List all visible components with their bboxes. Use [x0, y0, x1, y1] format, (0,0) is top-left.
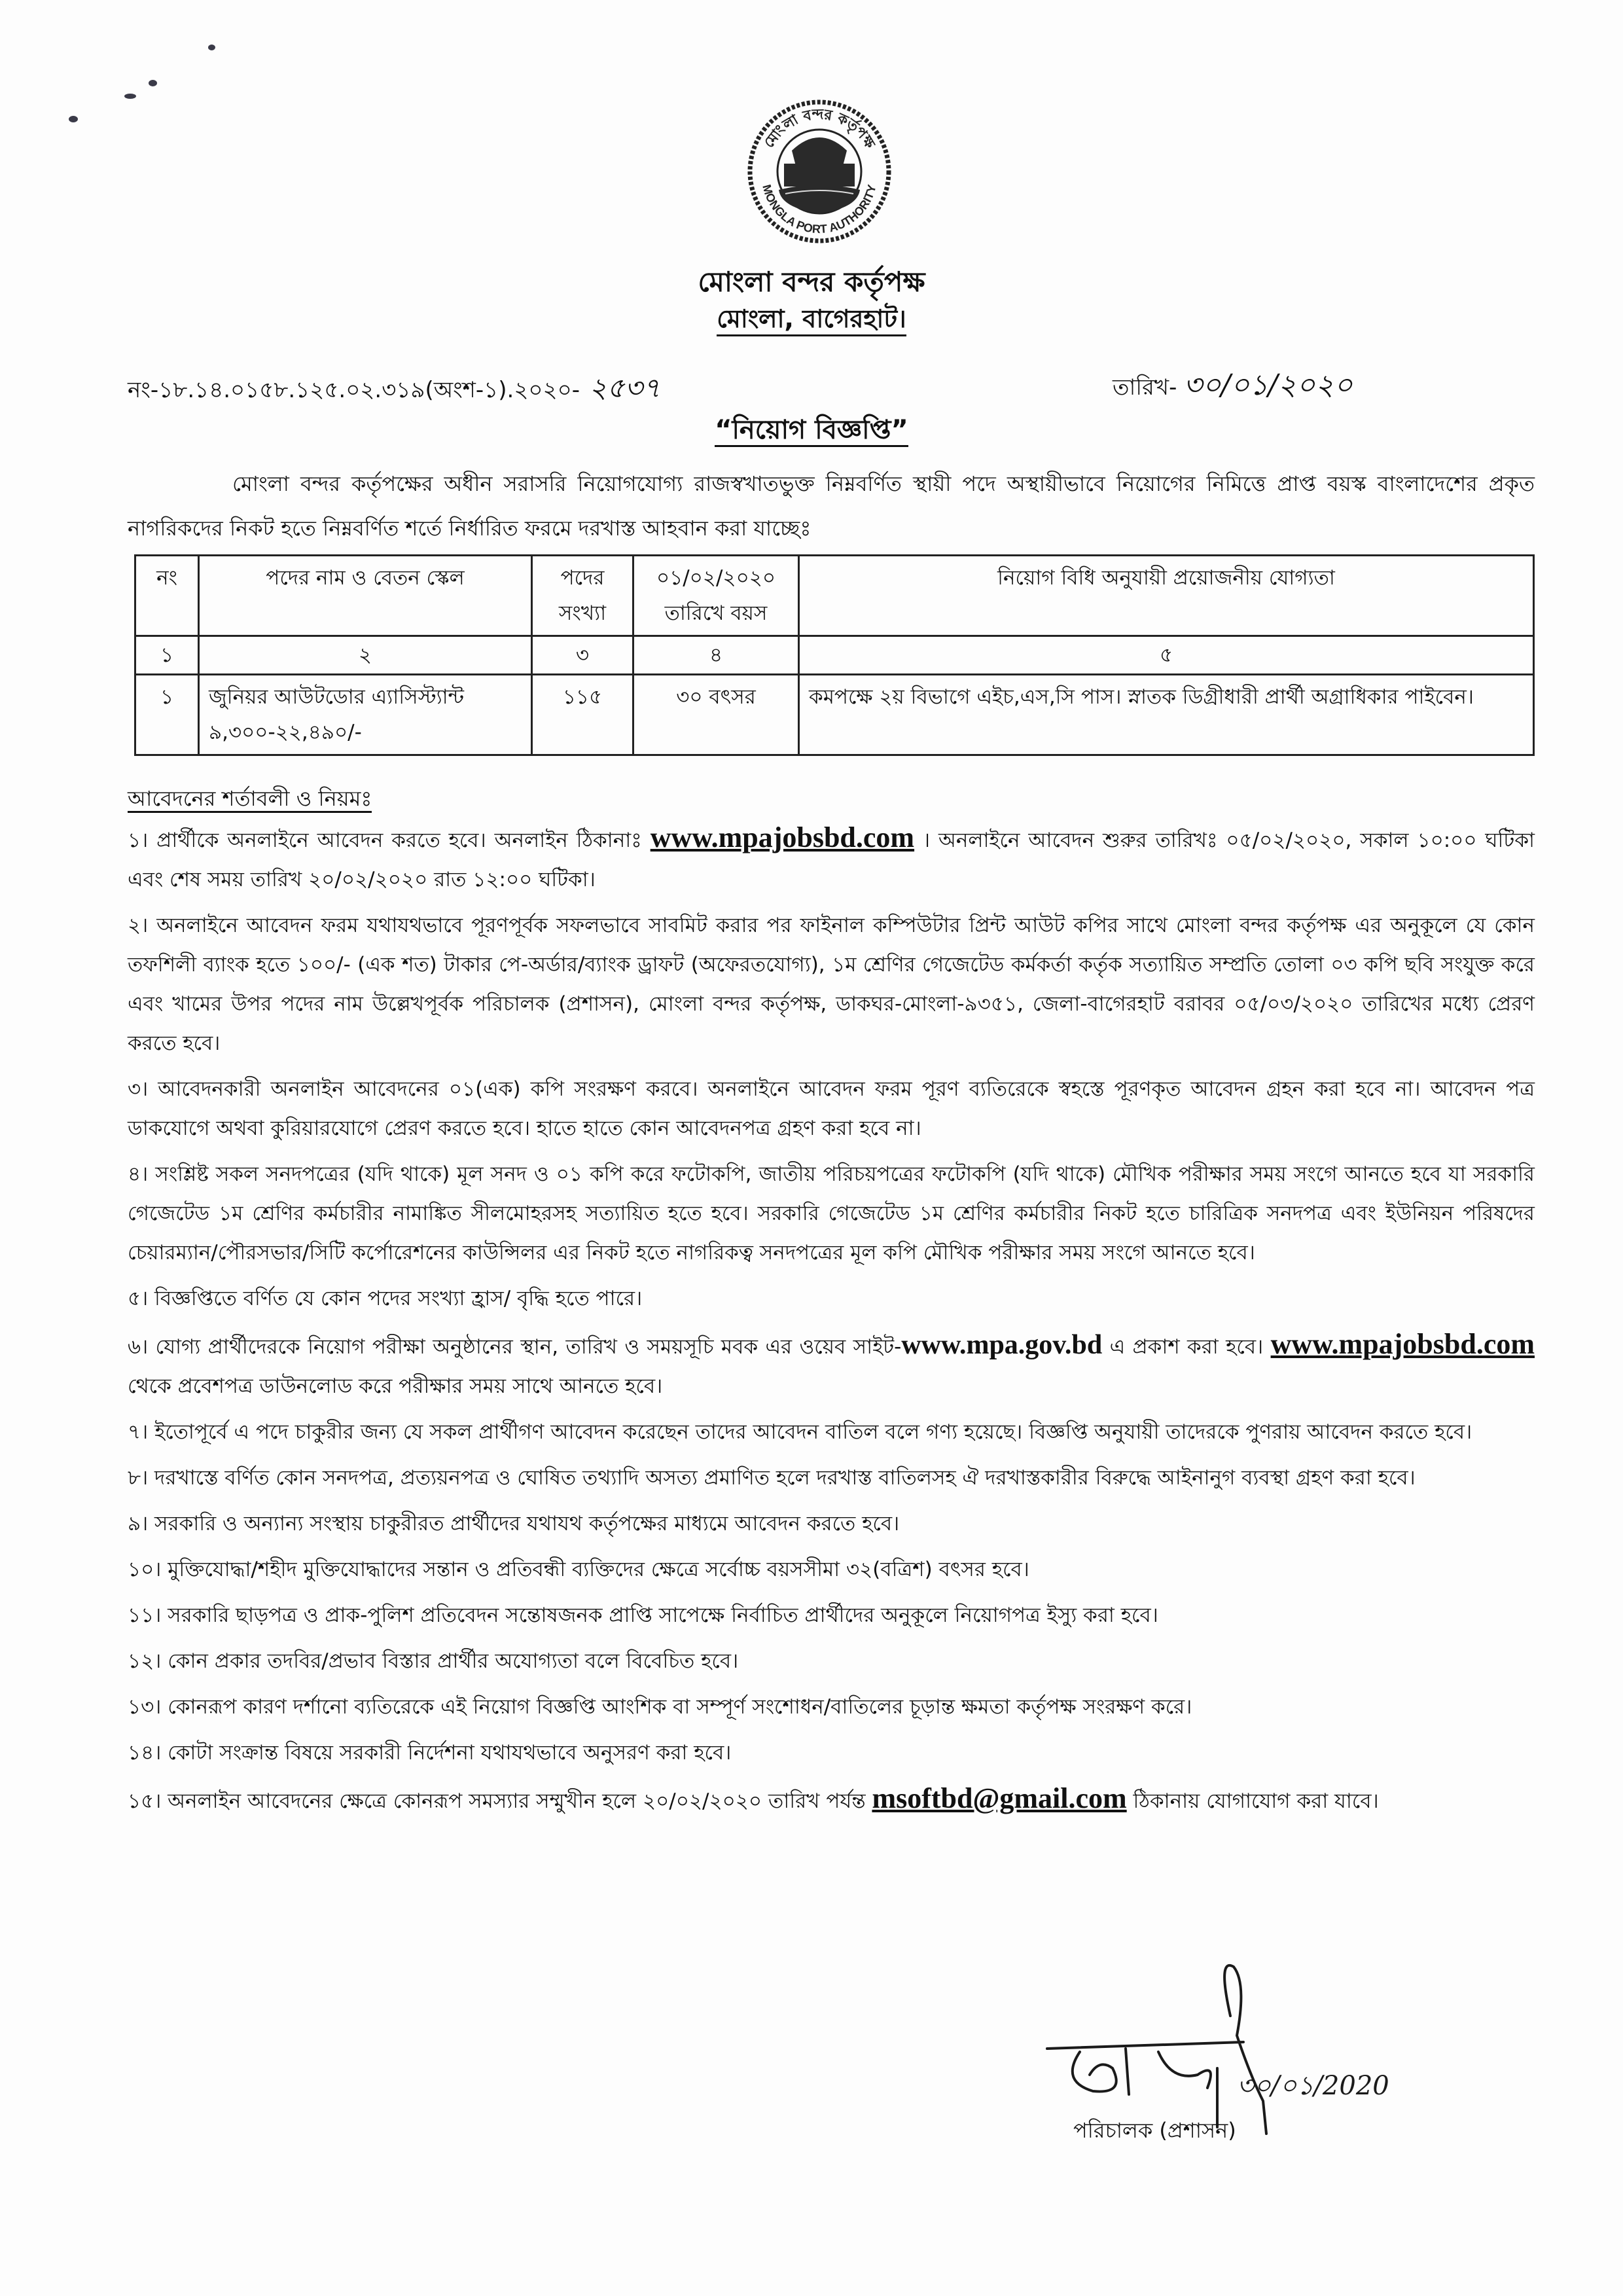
- condition-text: এ প্রকাশ করা হবে।: [1102, 1335, 1271, 1359]
- mongla-port-authority-logo-icon: [746, 98, 893, 245]
- condition-item: ৫। বিজ্ঞপ্তিতে বর্ণিত যে কোন পদের সংখ্যা হ্রাস/ বৃদ্ধি হতে পারে।: [128, 1287, 643, 1310]
- organization-location-text: মোংলা, বাগেরহাট।: [717, 304, 906, 336]
- condition-item: ১৪। কোটা সংক্রান্ত বিষয়ে সরকারী নির্দেশনা যথাযথভাবে অনুসরণ করা হবে।: [128, 1741, 732, 1765]
- row-post-count: ১১৫: [532, 675, 633, 755]
- table-header-row: [135, 556, 1534, 636]
- conditions-heading: [128, 782, 372, 817]
- row-serial: ১: [135, 675, 199, 755]
- signatory-title: পরিচালক (প্রশাসন): [1073, 2118, 1236, 2143]
- row-age: ৩০ বৎসর: [633, 675, 799, 755]
- index-cell: ২: [199, 636, 532, 675]
- index-cell: ৪: [633, 636, 799, 675]
- date-label: তারিখ-: [1113, 374, 1177, 401]
- posts-table: [134, 554, 1535, 756]
- memo-number-prefix: নং-১৮.১৪.০১৫৮.১২৫.০২.৩১৯(অংশ-১).২০২০-: [128, 377, 580, 403]
- row-post-name-cell: [199, 675, 532, 755]
- scan-speck: [124, 94, 136, 99]
- condition-item: [128, 818, 1535, 899]
- condition-item: ১৩। কোনরূপ কারণ দর্শানো ব্যতিরেকে এই নিয়োগ বিজ্ঞপ্তি আংশিক বা সম্পূর্ণ সংশোধন/বাতিলের চূড়ান্ত ক্ষমতা কর্তৃপক্ষ সংরক্ষণ করে।: [128, 1695, 1192, 1719]
- condition-item: [128, 1325, 1535, 1406]
- table-row: [135, 675, 1534, 755]
- organization-location: [0, 300, 1623, 342]
- memo-date: [1113, 363, 1353, 411]
- conditions-list: [128, 818, 1535, 1827]
- index-cell: ৫: [799, 636, 1534, 675]
- mpajobsbd-link[interactable]: www.mpajobsbd.com: [1270, 1328, 1535, 1360]
- logo-text-bottom: MONGLA PORT AUTHORITY: [760, 183, 879, 236]
- mpa-gov-link[interactable]: www.mpa.gov.bd: [901, 1330, 1103, 1360]
- condition-item: [128, 1779, 1535, 1821]
- header-post-count: পদের সংখ্যা: [532, 556, 633, 636]
- row-qualification: কমপক্ষে ২য় বিভাগে এইচ,এস,সি পাস। স্নাতক ডিগ্রীধারী প্রার্থী অগ্রাধিকার পাইবেন।: [799, 675, 1534, 755]
- email-link[interactable]: msoftbd@gmail.com: [872, 1782, 1127, 1814]
- condition-text: ১। প্রার্থীকে অনলাইনে আবেদন করতে হবে। অনলাইন ঠিকানাঃ: [128, 829, 651, 852]
- organization-name: মোংলা বন্দর কর্তৃপক্ষ: [698, 266, 925, 298]
- condition-item: ৮। দরখাস্তে বর্ণিত কোন সনদপত্র, প্রত্যয়নপত্র ও ঘোষিত তথ্যাদি অসত্য প্রমাণিত হলে দরখাস্ত বাতিলসহ ঐ দরখাস্তকারীর বিরুদ্ধে আইনানুগ ব্যবস্থা গ্রহণ করা হবে।: [128, 1466, 1416, 1490]
- header-serial: নং: [135, 556, 199, 636]
- header-qualification: নিয়োগ বিধি অনুযায়ী প্রয়োজনীয় যোগ্যতা: [799, 556, 1534, 636]
- condition-item: ১০। মুক্তিযোদ্ধা/শহীদ মুক্তিযোদ্ধাদের সন্তান ও প্রতিবন্ধী ব্যক্তিদের ক্ষেত্রে সর্বোচ্চ বয়সসীমা ৩২(বত্রিশ) বৎসর হবে।: [128, 1558, 1029, 1581]
- condition-text: ৬। যোগ্য প্রার্থীদেরকে নিয়োগ পরীক্ষা অনুষ্ঠানের স্থান, তারিখ ও সময়সূচি মবক এর ওয়েব সাইট-: [128, 1335, 902, 1359]
- row-post-name: জুনিয়র আউটডোর এ্যাসিস্ট্যান্ট: [209, 685, 465, 709]
- condition-item: ৭। ইতোপূর্বে এ পদে চাকুরীর জন্য যে সকল প্রার্থীগণ আবেদন করেছেন তাদের আবেদন বাতিল বলে গণ্য হয়েছে। বিজ্ঞপ্তি অনুযায়ী তাদেরকে পুণরায় আবেদন করতে হবে।: [128, 1420, 1472, 1444]
- condition-item: ২। অনলাইনে আবেদন ফরম যথাযথভাবে পূরণপূর্বক সফলভাবে সাবমিট করার পর ফাইনাল কম্পিউটার প্রিন্ট আউট কপির সাথে মোংলা বন্দর কর্তৃপক্ষ এর অনুকূলে যে কোন তফশিলী ব্যাংক হতে ১০০/- (এক শত) টাকার পে-অর্ডার/ব্যাংক ড্রাফট (অফেরতযোগ্য), ১ম শ্রেণির গেজেটেড কর্মকর্তা কর্তৃক সত্যায়িত সম্প্রতি তোলা ০৩ কপি ছবি সংযুক্ত করে এবং খামের উপর পদের নাম উল্লেখপূর্বক পরিচালক (প্রশাসন), মোংলা বন্দর কর্তৃপক্ষ, ডাকঘর-মোংলা-৯৩৫১, জেলা-বাগেরহাট বরাবর ০৫/০৩/২০২০ তারিখের মধ্যে প্রেরণ করতে হবে।: [128, 914, 1535, 1055]
- intro-paragraph: মোংলা বন্দর কর্তৃপক্ষের অধীন সরাসরি নিয়োগযোগ্য রাজস্বখাতভুক্ত নিম্নবর্ণিত স্থায়ী পদে অস্থায়ীভাবে নিয়োগের নিমিত্তে প্রাপ্ত বয়স্ক বাংলাদেশের প্রকৃত নাগরিকদের নিকট হতে নিম্নবর্ণিত শর্তে নির্ধারিত ফরমে দরখাস্ত আহবান করা যাচ্ছেঃ: [128, 471, 1535, 541]
- row-pay-scale: ৯,৩০০-২২,৪৯০/-: [209, 721, 362, 744]
- mpajobsbd-link[interactable]: www.mpajobsbd.com: [650, 821, 915, 853]
- scan-speck: [149, 80, 157, 86]
- notice-title-text: “নিয়োগ বিজ্ঞপ্তি”: [715, 415, 908, 447]
- header-post-name: পদের নাম ও বেতন স্কেল: [199, 556, 532, 636]
- logo-text-top: মোংলা বন্দর কর্তৃপক্ষ: [760, 106, 878, 152]
- condition-item: ১২। কোন প্রকার তদবির/প্রভাব বিস্তার প্রার্থীর অযোগ্যতা বলে বিবেচিত হবে।: [128, 1649, 739, 1673]
- date-handwritten: ৩০/০১/২০২০: [1183, 368, 1353, 402]
- condition-text: ১৫। অনলাইন আবেদনের ক্ষেত্রে কোনরূপ সমস্যার সম্মুখীন হলে ২০/০২/২০২০ তারিখ পর্যন্ত: [128, 1789, 872, 1813]
- condition-item: ৯। সরকারি ও অন্যান্য সংস্থায় চাকুরীরত প্রার্থীদের যথাযথ কর্তৃপক্ষের মাধ্যমে আবেদন করতে হবে।: [128, 1512, 900, 1535]
- condition-text: থেকে প্রবেশপত্র ডাউনলোড করে পরীক্ষার সময় সাথে আনতে হবে।: [128, 1374, 663, 1398]
- memo-number-handwritten: ২৫৩৭: [589, 372, 661, 404]
- table-index-row: [135, 636, 1534, 675]
- condition-text: । অনলাইনে আবেদন শুরুর তারিখঃ ০৫/০২/২০২০, সকাল ১০:০০ ঘটিকা এবং শেষ সময় তারিখ ২০/০২/২০২০ রাত ১২:০০ ঘটিকা।: [128, 829, 1535, 891]
- condition-item: ৪। সংশ্লিষ্ট সকল সনদপত্রের (যদি থাকে) মূল সনদ ও ০১ কপি করে ফটোকপি, জাতীয় পরিচয়পত্রের ফটোকপি (যদি থাকে) মৌখিক পরীক্ষার সময় সংগে আনতে হবে যা সরকারি গেজেটেড ১ম শ্রেণির কর্মচারীর নামাঙ্কিত সীলমোহরসহ সত্যায়িত হতে হবে। সরকারি গেজেটেড ১ম শ্রেণির কর্মচারীর নিকট হতে চারিত্রিক সনদপত্র এবং ইউনিয়ন পরিষদের চেয়ারম্যান/পৌরসভার/সিটি কর্পোরেশনের কাউন্সিলর এর নিকট হতে নাগরিকত্ব সনদপত্রের মূল কপি মৌখিক পরীক্ষার সময় সংগে আনতে হবে।: [128, 1162, 1535, 1265]
- scan-speck: [208, 45, 215, 50]
- conditions-heading-text: আবেদনের শর্তাবলী ও নিয়মঃ: [128, 786, 372, 813]
- condition-item: ৩। আবেদনকারী অনলাইন আবেদনের ০১(এক) কপি সংরক্ষণ করবে। অনলাইনে আবেদন ফরম পূরণ ব্যতিরেকে স্বহস্তে পূরণকৃত আবেদন গ্রহন করা হবে না। আবেদন পত্র ডাকযোগে অথবা কুরিয়ারযোগে প্রেরণ করতে হবে। হাতে হাতে কোন আবেদনপত্র গ্রহণ করা হবে না।: [128, 1077, 1535, 1140]
- condition-text: ঠিকানায় যোগাযোগ করা যাবে।: [1126, 1789, 1379, 1813]
- index-cell: ৩: [532, 636, 633, 675]
- header-age: ০১/০২/২০২০ তারিখে বয়স: [633, 556, 799, 636]
- notice-title: [0, 409, 1623, 453]
- condition-item: ১১। সরকারি ছাড়পত্র ও প্রাক-পুলিশ প্রতিবেদন সন্তোষজনক প্রাপ্তি সাপেক্ষে নির্বাচিত প্রার্থীদের অনুকূলে নিয়োগপত্র ইস্যু করা হবে।: [128, 1604, 1158, 1627]
- index-cell: ১: [135, 636, 199, 675]
- scan-speck: [69, 116, 78, 122]
- signature-date: ৩০/০১/2020: [1237, 2071, 1389, 2101]
- memo-number: [128, 367, 660, 413]
